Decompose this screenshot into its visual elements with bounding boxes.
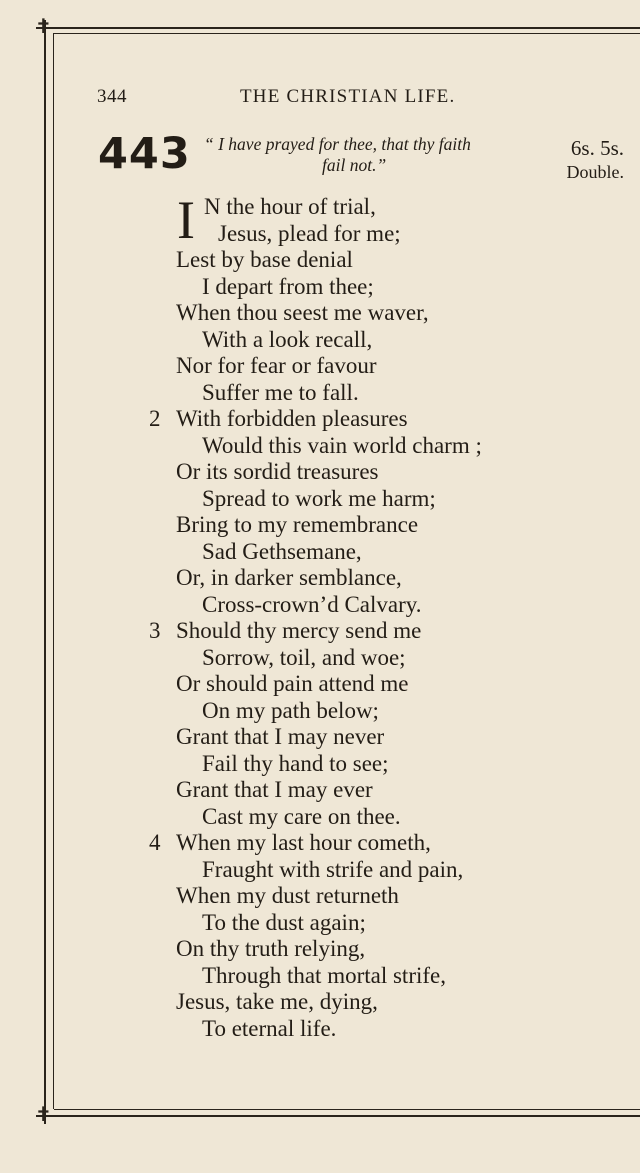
- verse-line: Should thy mercy send me: [176, 618, 422, 643]
- verse-line: On my path below;: [202, 697, 379, 723]
- verse-line: Spread to work me harm;: [202, 485, 436, 511]
- corner-ornament-icon: ✝: [35, 1104, 52, 1126]
- verse-line: Or should pain attend me: [176, 671, 409, 696]
- meter-type: Double.: [566, 162, 624, 182]
- corner-ornament-icon: ✝: [35, 16, 52, 38]
- verse-line: When my last hour cometh,: [176, 830, 431, 855]
- verse-line: Or, in darker semblance,: [176, 565, 402, 590]
- stanza-3: [0, 618, 640, 830]
- top-inner-rule: [54, 33, 640, 34]
- verse-line: Cast my care on thee.: [202, 803, 401, 829]
- epigraph-line: “ I have prayed for thee, that thy faith: [204, 134, 471, 154]
- page-number: 344: [97, 86, 127, 107]
- verse-line: N the hour of trial,: [204, 194, 376, 219]
- verse-line: Fraught with strife and pain,: [202, 856, 464, 882]
- verse-line: Sorrow, toil, and woe;: [202, 644, 406, 670]
- epigraph-line: fail not.”: [322, 155, 387, 175]
- verse-line: Suffer me to fall.: [202, 379, 359, 405]
- verse-line: Fail thy hand to see;: [202, 750, 389, 776]
- verse-line: Bring to my remembrance: [176, 512, 419, 537]
- verse-line: Nor for fear or favour: [176, 353, 377, 378]
- running-title: THE CHRISTIAN LIFE.: [240, 86, 456, 107]
- stanza-1: [0, 190, 640, 406]
- drop-cap: I: [177, 190, 195, 250]
- verse-line: I depart from thee;: [202, 273, 374, 299]
- stanza-4: [0, 830, 640, 1042]
- bottom-inner-rule: [54, 1109, 640, 1110]
- verse-number: 2: [149, 406, 161, 431]
- verse-line: Or its sordid treasures: [176, 459, 379, 484]
- verse-line: To eternal life.: [202, 1015, 337, 1041]
- verse-line: With a look recall,: [202, 326, 373, 352]
- verse-line: Grant that I may ever: [176, 777, 373, 802]
- verse-line: Would this vain world charm ;: [202, 432, 482, 458]
- hymn-text: [0, 190, 640, 1042]
- verse-line: When thou seest me waver,: [176, 300, 429, 325]
- epigraph: [204, 134, 540, 176]
- stanza-2: [0, 406, 640, 618]
- verse-line: Cross-crown’d Calvary.: [202, 591, 422, 617]
- verse-line: When my dust returneth: [176, 883, 399, 908]
- verse-line: To the dust again;: [202, 909, 366, 935]
- verse-line: Jesus, take me, dying,: [176, 989, 378, 1014]
- meter: 6s. 5s.: [570, 136, 624, 160]
- verse-line: Lest by base denial: [176, 247, 353, 272]
- top-border-rule: [36, 27, 640, 29]
- bottom-border-rule: [36, 1115, 640, 1117]
- verse-line: With forbidden pleasures: [176, 406, 408, 431]
- verse-number: 4: [149, 830, 161, 855]
- verse-line: Grant that I may never: [176, 724, 385, 749]
- verse-line: Through that mortal strife,: [202, 962, 446, 988]
- verse-number: 3: [149, 618, 161, 643]
- hymn-number: 443: [98, 129, 191, 179]
- verse-line: Sad Gethsemane,: [202, 538, 362, 564]
- verse-line: Jesus, plead for me;: [218, 220, 401, 246]
- verse-line: On thy truth relying,: [176, 936, 366, 961]
